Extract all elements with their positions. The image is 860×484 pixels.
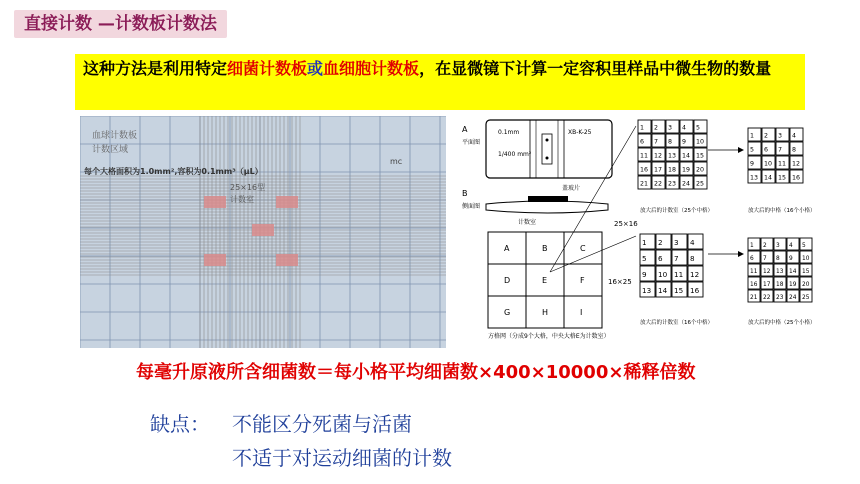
label-b: B — [462, 189, 468, 198]
grid-cell-number: 9 — [750, 160, 755, 168]
grid-cell-number: 16 — [792, 174, 801, 182]
grid-cell-number: 3 — [778, 132, 783, 140]
grid-photo-center-line1: 25×16型 — [230, 183, 266, 192]
big-grid-label: B — [542, 244, 548, 253]
grid-photo-line3: 每个大格面积为1.0mm²,容积为0.1mm³（μL） — [84, 167, 263, 176]
description-part1: 这种方法是利用特定 — [83, 59, 228, 78]
grid-cell-number: 8 — [690, 253, 695, 263]
big-grid-label: E — [542, 276, 548, 285]
big-grid-label: D — [504, 276, 511, 285]
description-part2: ，在显微镜下计算一定容积里样品中微生物的数量 — [419, 59, 772, 78]
size-label: 0.1mm — [498, 129, 520, 136]
grid-cell-number: 22 — [654, 180, 663, 188]
label-b-sub: 侧面图 — [462, 203, 481, 210]
grid-cell-number: 11 — [750, 268, 758, 275]
caption-25-left: 放大后的计数室（25个中格） — [640, 208, 713, 214]
grid-cell-number: 15 — [674, 285, 684, 295]
grid-cell-number: 12 — [763, 268, 771, 275]
hemocytometer-diagrams — [458, 112, 838, 350]
drawback-item-1: 不能区分死菌与活菌 — [232, 412, 412, 436]
grid-cell-number: 6 — [640, 138, 645, 146]
caption-16-left: 放大后的计数室（16个中格） — [640, 320, 713, 326]
hemocytometer-term: 血细胞计数板 — [323, 59, 420, 78]
grid-cell-number: 5 — [642, 253, 647, 263]
caption-16-right: 放大后的中格（25个小格） — [748, 320, 816, 326]
grid-cell-number: 5 — [750, 146, 755, 154]
grid-cell-number: 16 — [640, 166, 649, 174]
grid-cell-number: 15 — [802, 268, 810, 275]
grid-cell-number: 5 — [696, 124, 701, 132]
spec-16x25: 16×25 — [608, 278, 632, 286]
grid-cell-number: 18 — [668, 166, 677, 174]
grid-cell-number: 19 — [789, 281, 797, 288]
description-connector: 或 — [307, 59, 324, 78]
big-grid-label: H — [542, 308, 549, 317]
caption-25-right: 放大后的中格（16个小格） — [748, 208, 816, 214]
grid-cell-number: 12 — [792, 160, 801, 168]
grid-cell-number: 2 — [658, 237, 663, 247]
big-grid-label: A — [504, 244, 510, 253]
grid-cell-number: 9 — [642, 269, 647, 279]
grid-cell-number: 2 — [764, 132, 769, 140]
grid-cell-number: 24 — [789, 294, 797, 301]
grid-cell-number: 12 — [654, 152, 663, 160]
grid-cell-number: 8 — [792, 146, 797, 154]
grid-cell-number: 23 — [776, 294, 784, 301]
grid-cell-number: 25 — [696, 180, 705, 188]
grid-photo-line2: 计数区域 — [92, 145, 129, 155]
grid-cell-number: 10 — [802, 255, 810, 262]
big-grid-label: G — [504, 308, 511, 317]
grid-cell-number: 8 — [776, 255, 780, 262]
grid-cell-number: 14 — [789, 268, 797, 275]
grid-cell-number: 7 — [763, 255, 767, 262]
grid-cell-number: 25 — [802, 294, 810, 301]
method-description — [75, 54, 805, 110]
big-grid-caption: 方格网（分成9个大格，中央大格E为计数室） — [488, 333, 610, 340]
grid-cell-number: 15 — [696, 152, 705, 160]
grid-cell-number: 18 — [776, 281, 784, 288]
grid-cell-number: 4 — [682, 124, 687, 132]
model-label: XB-K-25 — [568, 129, 592, 136]
grid-photo-right-label: mc — [390, 157, 403, 166]
drawback-item-2: 不适于对运动细菌的计数 — [232, 446, 452, 470]
grid-cell-number: 2 — [654, 124, 659, 132]
grid-cell-number: 17 — [654, 166, 663, 174]
grid-cell-number: 10 — [764, 160, 773, 168]
grid-cell-number: 14 — [764, 174, 773, 182]
grid-cell-number: 19 — [682, 166, 691, 174]
spec-25x16: 25×16 — [614, 220, 638, 228]
grid-cell-number: 21 — [750, 294, 758, 301]
grid-cell-number: 21 — [640, 180, 649, 188]
grid-cell-number: 13 — [750, 174, 759, 182]
counting-grid-photo — [80, 116, 446, 348]
big-grid-label: I — [580, 308, 583, 317]
slide-title: 直接计数 —计数板计数法 — [14, 10, 227, 38]
grid-cell-number: 6 — [764, 146, 769, 154]
grid-cell-number: 1 — [642, 237, 647, 247]
grid-cell-number: 7 — [674, 253, 679, 263]
grid-cell-number: 24 — [682, 180, 691, 188]
grid-cell-number: 3 — [674, 237, 679, 247]
grid-cell-number: 13 — [642, 285, 652, 295]
area-label: 1/400 mm² — [498, 151, 532, 158]
grid-cell-number: 11 — [640, 152, 649, 160]
grid-cell-number: 4 — [690, 237, 695, 247]
grid-cell-number: 9 — [682, 138, 687, 146]
grid-cell-number: 10 — [696, 138, 705, 146]
grid-cell-number: 12 — [690, 269, 700, 279]
grid-cell-number: 7 — [778, 146, 783, 154]
grid-cell-number: 6 — [750, 255, 754, 262]
grid-cell-number: 23 — [668, 180, 677, 188]
grid-cell-number: 22 — [763, 294, 771, 301]
grid-cell-number: 3 — [668, 124, 673, 132]
grid-cell-number: 11 — [778, 160, 787, 168]
grid-cell-number: 13 — [776, 268, 784, 275]
grid-cell-number: 1 — [750, 242, 754, 249]
big-grid-label: C — [580, 244, 586, 253]
label-a: A — [462, 125, 468, 134]
grid-cell-number: 16 — [690, 285, 700, 295]
grid-cell-number: 7 — [654, 138, 659, 146]
grid-cell-number: 11 — [674, 269, 684, 279]
grid-cell-number: 4 — [789, 242, 793, 249]
grid-cell-number: 8 — [668, 138, 673, 146]
counting-formula: 每毫升原液所含细菌数＝每小格平均细菌数×400×10000×稀释倍数 — [136, 362, 696, 383]
grid-cell-number: 1 — [640, 124, 645, 132]
grid-cell-number: 20 — [802, 281, 810, 288]
grid-cell-number: 17 — [763, 281, 771, 288]
counting-grid-image — [80, 116, 446, 348]
grid-cell-number: 6 — [658, 253, 663, 263]
grid-photo-line1: 血球计数板 — [92, 131, 138, 141]
grid-cell-number: 15 — [778, 174, 787, 182]
diagram-svg — [458, 112, 838, 350]
grid-cell-number: 9 — [789, 255, 793, 262]
chamber-label: 计数室 — [518, 219, 537, 226]
grid-cell-number: 2 — [763, 242, 767, 249]
bacteria-counter-term: 细菌计数板 — [227, 59, 308, 78]
grid-cell-number: 10 — [658, 269, 668, 279]
label-a-sub: 平面图 — [462, 139, 481, 146]
grid-cell-number: 3 — [776, 242, 780, 249]
cover-label: 盖玻片 — [562, 185, 581, 192]
grid-cell-number: 20 — [696, 166, 705, 174]
grid-cell-number: 1 — [750, 132, 755, 140]
big-grid-label: F — [580, 276, 585, 285]
drawbacks-label: 缺点： — [150, 412, 210, 436]
grid-cell-number: 5 — [802, 242, 806, 249]
grid-cell-number: 13 — [668, 152, 677, 160]
grid-cell-number: 14 — [682, 152, 691, 160]
grid-cell-number: 16 — [750, 281, 758, 288]
grid-cell-number: 14 — [658, 285, 668, 295]
grid-cell-number: 4 — [792, 132, 797, 140]
grid-photo-center-line2: 计数室 — [230, 195, 254, 204]
